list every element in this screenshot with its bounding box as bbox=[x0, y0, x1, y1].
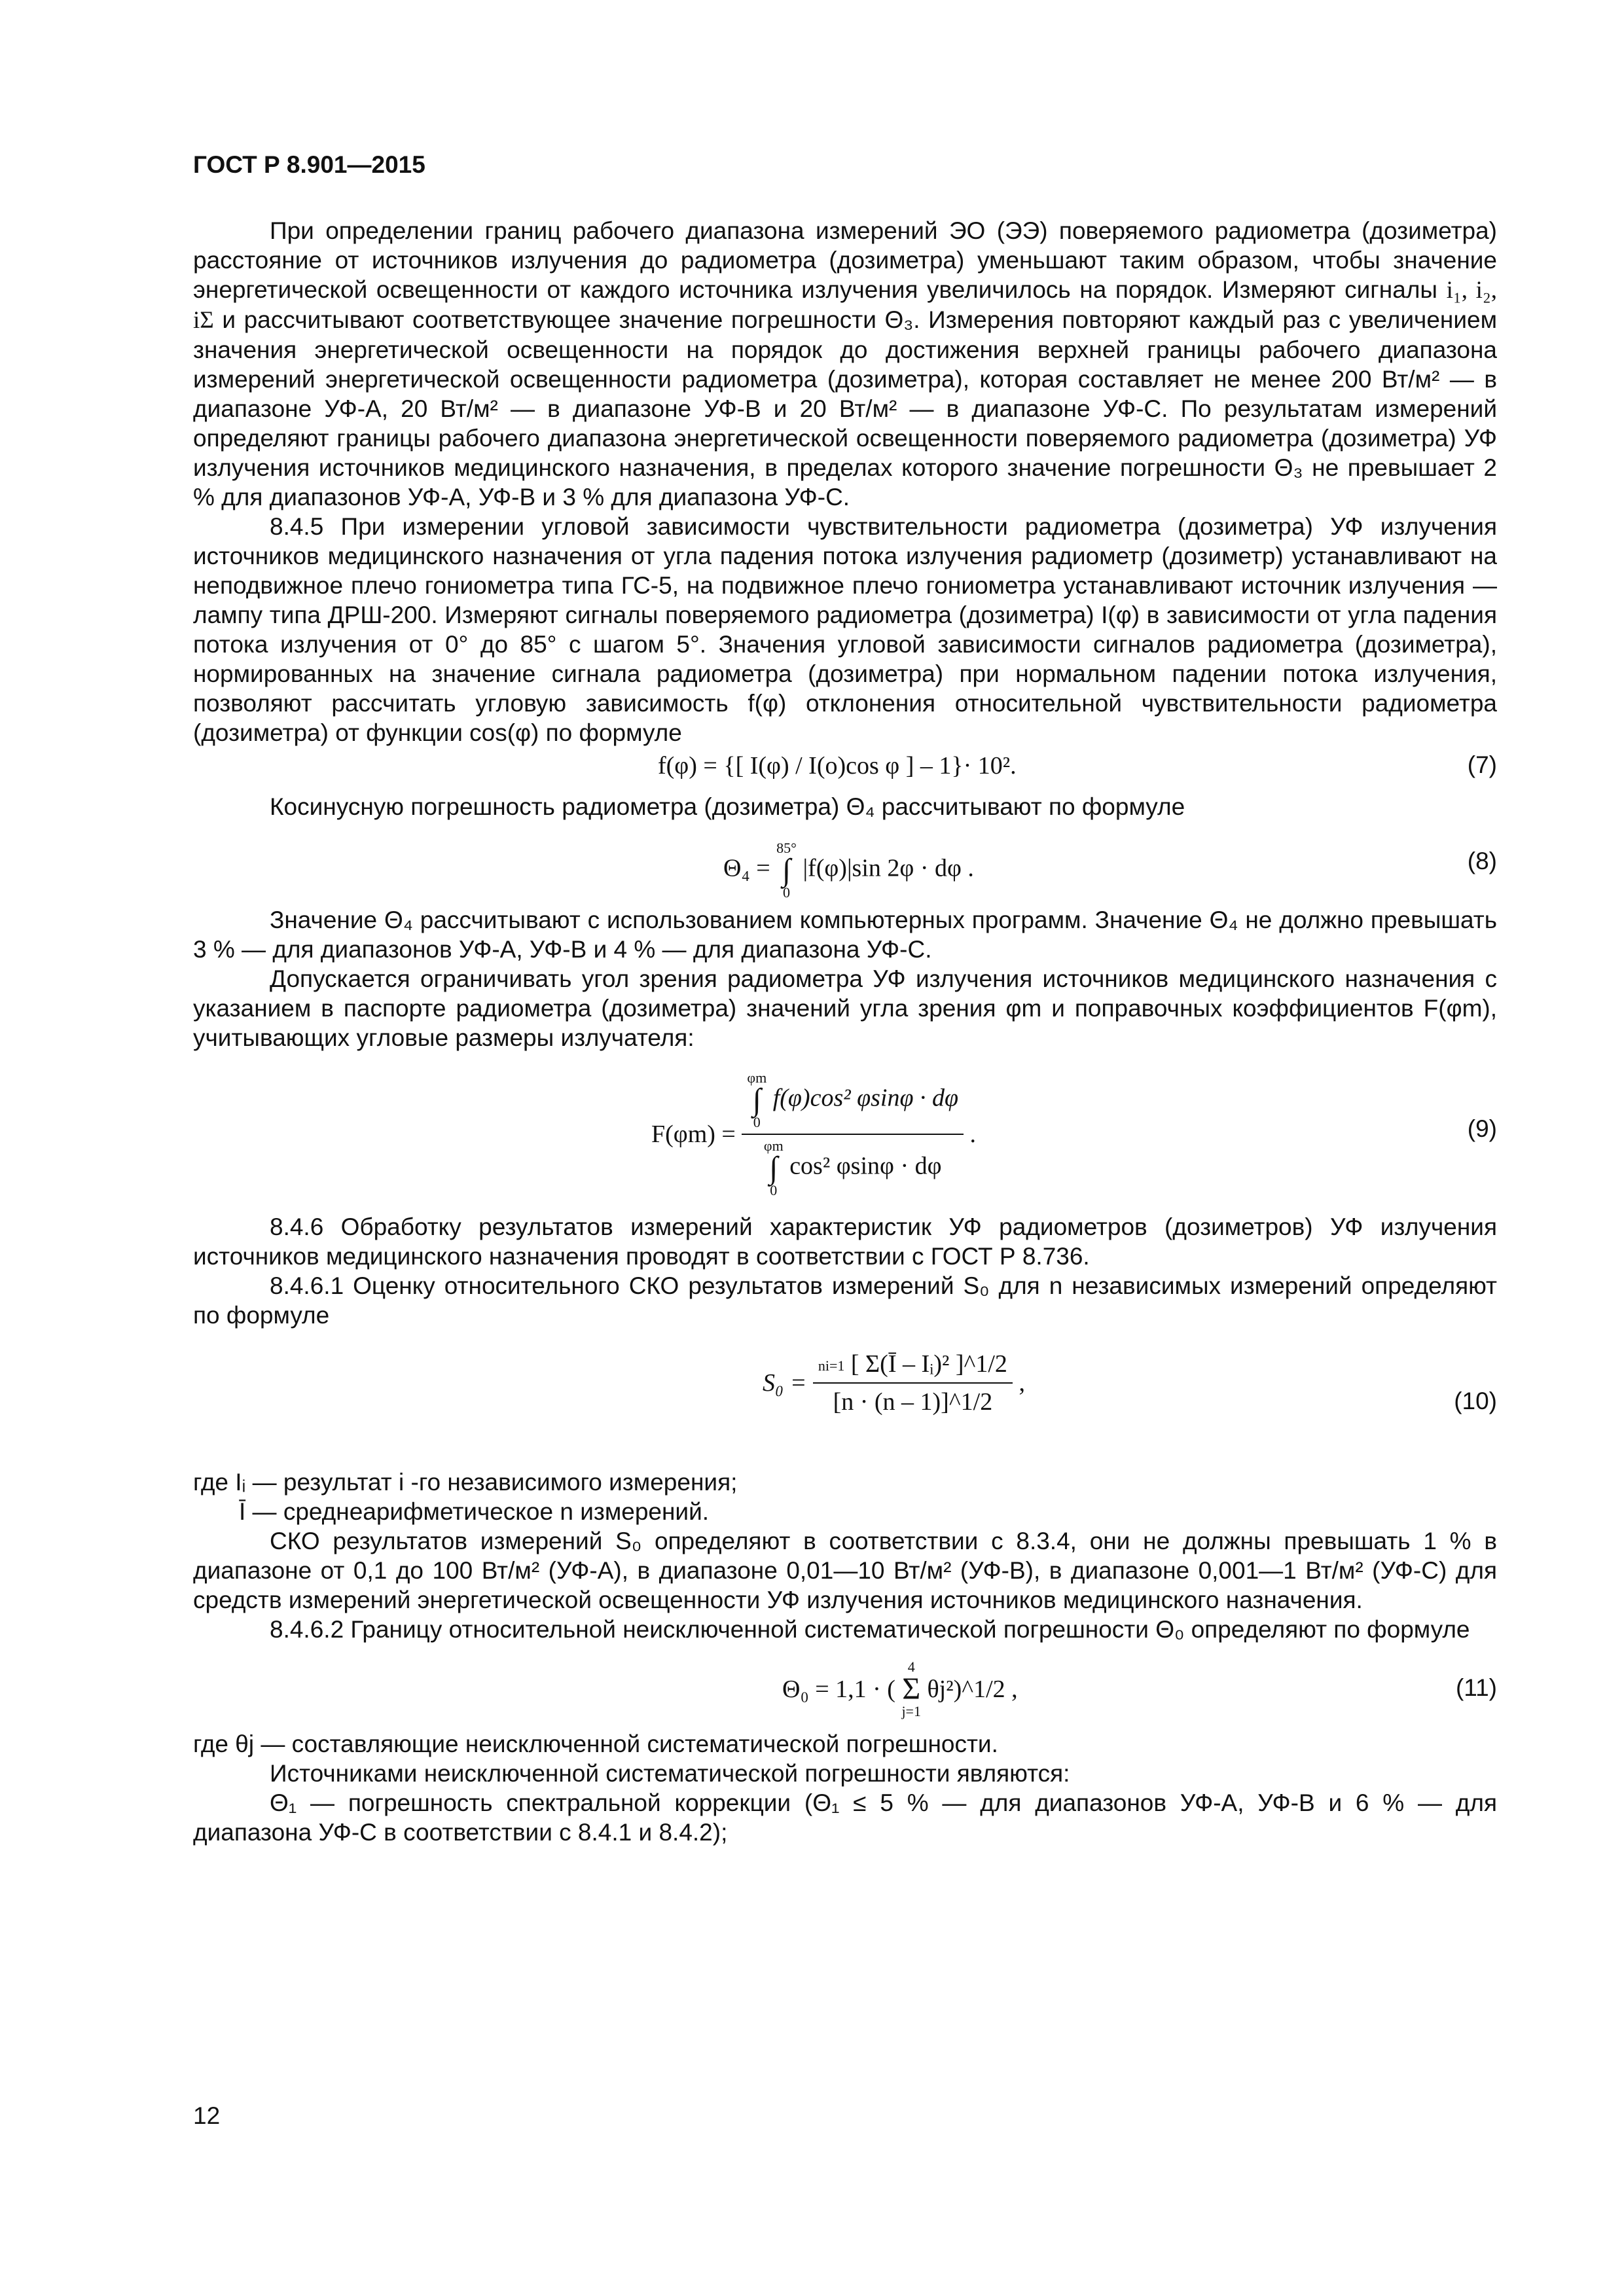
equation-8-integral bbox=[776, 841, 797, 900]
equation-9-numerator bbox=[742, 1071, 964, 1135]
equation-7-formula: f(φ) = {[ I(φ) / I(o)cos φ ] – 1}· 10². bbox=[658, 752, 1017, 780]
paragraph-8-4-6-2: 8.4.6.2 Границу относительной неисключенной систематической погрешности Θ₀ определяют по формуле bbox=[270, 1616, 1470, 1643]
equation-10-fraction bbox=[813, 1350, 1013, 1416]
equation-10-formula bbox=[763, 1350, 1025, 1416]
equation-10-numerator bbox=[813, 1350, 1013, 1384]
equation-11-formula bbox=[782, 1660, 1018, 1719]
equation-10-sum-bot: i=1 bbox=[825, 1357, 845, 1374]
paragraph-8-4-6: 8.4.6 Обработку результатов измерений характеристик УФ радиометров (дозиметров) УФ излучения источников медицинского назначения проводят в соответствии с ГОСТ Р 8.736. bbox=[193, 1213, 1497, 1270]
equation-9-den-body: cos² φsinφ · dφ bbox=[789, 1152, 942, 1180]
where-Ii: где Iᵢ — результат i -го независимого измерения; bbox=[193, 1469, 738, 1496]
paragraph-8-4-6-1: 8.4.6.1 Оценку относительного СКО результатов измерений S₀ для n независимых измерений определяют по формуле bbox=[193, 1272, 1497, 1329]
equation-7 bbox=[193, 747, 1497, 785]
equation-10-num-body: [ Σ(Ī – Iᵢ)² ]^1/2 bbox=[850, 1350, 1007, 1378]
equation-10-lhs: S₀ = bbox=[763, 1369, 807, 1397]
paragraph-sources: Источниками неисключенной систематической погрешности являются: bbox=[270, 1760, 1070, 1787]
equation-8-body: |f(φ)|sin 2φ · dφ . bbox=[803, 854, 974, 882]
equation-9-lower-2: 0 bbox=[770, 1182, 778, 1198]
equation-9-tail: . bbox=[969, 1121, 977, 1148]
document-page bbox=[193, 152, 1497, 1847]
paragraph-working-range-b: и рассчитывают соответствующее значение погрешности Θ₃. Измерения повторяют каждый раз с увеличением значения энергетической освещенности на порядок до достижения верхней границы рабочего диапазона измерений энергетической освещенности радиометра (дозиметра), которая составляет не менее 200 Вт/м² — в диапазоне УФ-А, 20 Вт/м² — в диапазоне УФ-В и 20 Вт/м² — в диапазоне УФ-С. По результатам измерений определяют границы рабочего диапазона энергетической освещенности поверяемого радиометра (дозиметра) УФ излучения источников медицинского назначения, в пределах которого значение погрешности Θ₃ не превышает 2 % для диапазонов УФ-А, УФ-В и 3 % для диапазона УФ-С. bbox=[193, 306, 1498, 511]
equation-11-sum-top: 4 bbox=[907, 1659, 915, 1675]
equation-10-sum bbox=[818, 1359, 845, 1373]
equation-9-integral-bottom bbox=[764, 1139, 784, 1198]
equation-9-formula bbox=[651, 1071, 976, 1198]
equation-10-sum-top: n bbox=[818, 1357, 825, 1374]
integral-sign: ∫ bbox=[769, 1151, 778, 1185]
paragraph-8-4-5: 8.4.5 При измерении угловой зависимости чувствительности радиометра (дозиметра) УФ излучения источников медицинского назначения от угла падения потока излучения радиометр (дозиметр) устанавливают на неподвижное плечо гониометра типа ГС-5, на подвижное плечо гониометра устанавливают источник излучения — лампу типа ДРШ-200. Измеряют сигналы поверяемого радиометра (дозиметра) I(φ) в зависимости от угла падения потока излучения от 0° до 85° с шагом 5°. Значения угловой зависимости сигналов радиометра (дозиметра), нормированных на значение сигнала радиометра (дозиметра) при нормальном падении потока излучения, позволяют рассчитать угловую зависимость f(φ) отклонения относительной чувствительности радиометра (дозиметра) от функции cos(φ) по формуле bbox=[193, 513, 1497, 746]
equation-9-lower: 0 bbox=[753, 1114, 761, 1130]
paragraph-cosine-error: Косинусную погрешность радиометра (дозиметра) Θ₄ рассчитывают по формуле bbox=[270, 793, 1185, 820]
equation-11 bbox=[193, 1648, 1497, 1729]
equation-10-tail: , bbox=[1019, 1369, 1025, 1397]
equation-11-number: (11) bbox=[1455, 1674, 1497, 1701]
equation-11-lhs: Θ₀ = 1,1 · ( bbox=[782, 1676, 895, 1703]
paragraph-viewing-angle: Допускается ограничивать угол зрения радиометра УФ излучения источников медицинского назначения с указанием в паспорте радиометра (дозиметра) значений угла зрения φm и поправочных коэффициентов F(φm), учитывающих угловые размеры излучателя: bbox=[193, 965, 1497, 1051]
where-theta-j: где θj — составляющие неисключенной систематической погрешности. bbox=[193, 1731, 998, 1757]
paragraph-theta1: Θ₁ — погрешность спектральной коррекции (Θ₁ ≤ 5 % — для диапазонов УФ-А, УФ-В и 6 % — для диапазона УФ-С в соответствии с 8.4.1 и 8.4.2); bbox=[193, 1789, 1497, 1846]
integral-sign: ∫ bbox=[752, 1083, 761, 1117]
equation-9-integral-top bbox=[747, 1071, 767, 1130]
paragraph-working-range bbox=[193, 216, 1497, 512]
equation-8-lower: 0 bbox=[783, 884, 791, 901]
equation-8-lhs: Θ₄ = bbox=[723, 854, 770, 882]
equation-10-number: (10) bbox=[1454, 1388, 1497, 1414]
equation-9-number: (9) bbox=[1467, 1115, 1497, 1142]
equation-8-number: (8) bbox=[1467, 848, 1497, 874]
equation-7-number: (7) bbox=[1467, 751, 1497, 778]
equation-8 bbox=[193, 828, 1497, 901]
document-header: ГОСТ Р 8.901—2015 bbox=[193, 151, 425, 178]
equation-8-upper: 85° bbox=[776, 840, 797, 856]
where-Ibar: Ī — среднеарифметическое n измерений. bbox=[239, 1498, 710, 1525]
equation-10 bbox=[193, 1336, 1497, 1467]
paragraph-theta4-limits: Значение Θ₄ рассчитывают с использованием компьютерных программ. Значение Θ₄ не должно превышать 3 % — для диапазонов УФ-А, УФ-В и 4 % — для диапазона УФ-С. bbox=[193, 906, 1497, 963]
equation-9-num-body: f(φ)cos² φsinφ · dφ bbox=[772, 1084, 959, 1112]
equation-9-denominator bbox=[742, 1135, 964, 1198]
equation-9-fraction bbox=[742, 1071, 964, 1198]
equation-11-sum-bot: j=1 bbox=[901, 1703, 921, 1719]
signals-symbols: i₁, i₂, iΣ bbox=[193, 277, 1498, 334]
equation-10-denominator: [n · (n – 1)]^1/2 bbox=[833, 1388, 993, 1416]
equation-9 bbox=[193, 1058, 1497, 1198]
equation-9-upper: φm bbox=[747, 1069, 767, 1086]
paragraph-sko-limits: СКО результатов измерений S₀ определяют в соответствии с 8.3.4, они не должны превышать 1 % в диапазоне от 0,1 до 100 Вт/м² (УФ-А), в диапазоне 0,01—10 Вт/м² (УФ-В), в диапазоне 0,001—1 Вт/м² (УФ-С) для средств измерений энергетической освещенности УФ излучения источников медицинского назначения. bbox=[193, 1528, 1497, 1613]
paragraph-working-range-a: При определении границ рабочего диапазона измерений ЭО (ЭЭ) поверяемого радиометра (дозиметра) расстояние от источников излучения до радиометра (дозиметра) уменьшают таким образом, чтобы значение энергетической освещенности от каждого источника излучения увеличилось на порядок. Измеряют сигналы bbox=[193, 217, 1497, 303]
sum-sign: Σ bbox=[902, 1672, 921, 1706]
equation-11-body: θj²)^1/2 , bbox=[927, 1676, 1018, 1703]
equation-8-formula bbox=[723, 841, 974, 900]
equation-9-upper-2: φm bbox=[763, 1138, 784, 1154]
page-number: 12 bbox=[193, 2102, 221, 2129]
integral-sign: ∫ bbox=[782, 853, 791, 888]
equation-11-sum bbox=[901, 1660, 921, 1719]
equation-9-lhs: F(φm) = bbox=[651, 1121, 736, 1148]
